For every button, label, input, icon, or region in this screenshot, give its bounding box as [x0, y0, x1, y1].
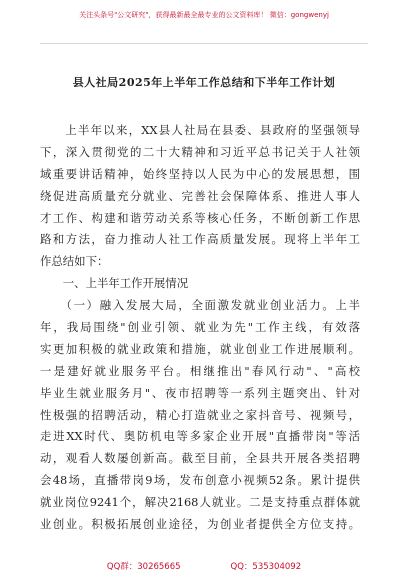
body-line: 毕业生就业服务月"、夜市招聘等一系列主题突出、针对	[40, 385, 360, 400]
body-line: 就业岗位9241个，解决2168人就业。二是支持重点群体就	[40, 495, 360, 510]
header-divider	[40, 43, 368, 44]
section-heading: 一、上半年工作开展情况	[40, 276, 189, 291]
body-line: （一）融入发展大局，全面激发就业创业活力。上半	[40, 298, 360, 313]
header-watermark-note: 关注头条号"公文研究"，获得最新最全最专业的公文资料库！ 微信：gongwenyj	[79, 11, 329, 19]
document-body	[40, 120, 360, 536]
document-title: 县人社局2025年上半年工作总结和下半年工作计划	[72, 76, 336, 89]
body-line: 年，我局围绕"创业引领、就业为先"工作主线，有效落	[40, 320, 360, 335]
body-line: 走进XX时代、奥防机电等多家企业开展"直播带岗"等活	[40, 429, 360, 444]
body-line: 动，观看人数屡创新高。截至目前，全县共开展各类招聘	[40, 451, 360, 466]
body-line: 才工作、构建和谐劳动关系等核心任务，不断创新工作思	[40, 210, 360, 225]
body-line: 性极强的招聘活动，精心打造就业之家抖音号、视频号，	[40, 407, 360, 422]
body-line: 域重要讲话精神，始终坚持以人民为中心的发展思想，围	[40, 166, 360, 181]
body-line: 作总结如下：	[40, 254, 109, 269]
footer-qq-group: QQ群：30265665	[106, 562, 181, 572]
body-line: 一是建好就业服务平台。相继推出"春风行动"、"高校	[40, 363, 360, 378]
body-line: 绕促进高质量充分就业、完善社会保障体系、推进人事人	[40, 188, 360, 203]
body-line: 实更加积极的就业政策和措施，就业创业工作进展顺利。	[40, 341, 360, 356]
footer-contact	[0, 560, 408, 572]
body-line: 会48场，直播带岗9场，发布创意小视频52条。累计提供	[40, 473, 360, 488]
body-line: 上半年以来，XX县人社局在县委、县政府的坚强领导	[40, 123, 360, 137]
body-line: 业创业。积极拓展创业途径，为创业者提供全方位支持。	[40, 517, 360, 532]
footer-qq-number: QQ：535304092	[230, 562, 302, 572]
body-line: 路和方法，奋力推动人社工作高质量发展。现将上半年工	[40, 232, 360, 247]
body-line: 下，深入贯彻党的二十大精神和习近平总书记关于人社领	[40, 144, 360, 159]
